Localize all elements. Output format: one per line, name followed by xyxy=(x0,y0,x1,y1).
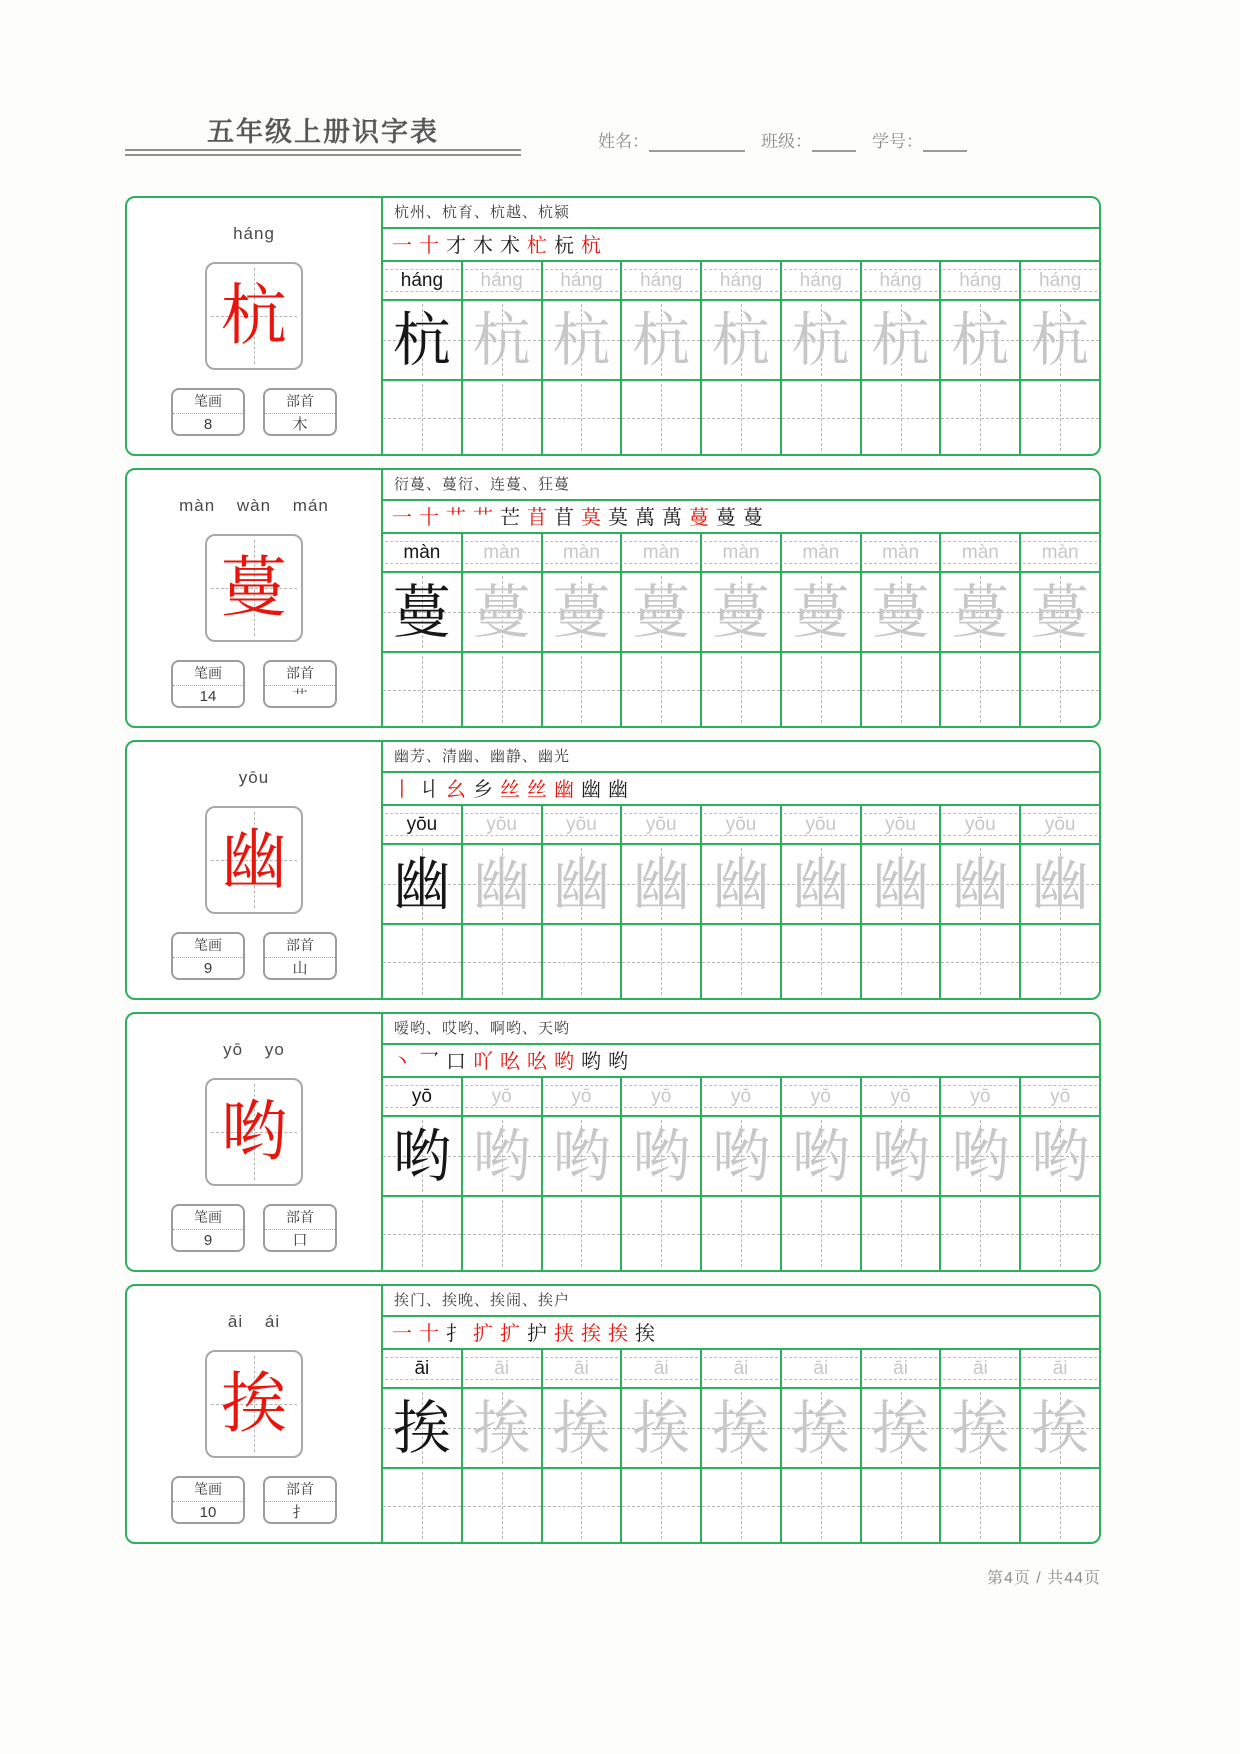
empty-practice-cell xyxy=(1019,1469,1099,1542)
character-display-box xyxy=(205,1078,303,1186)
student-info-fields xyxy=(598,127,1098,152)
stroke-count-box xyxy=(171,388,245,436)
stroke-order-glyph: 杭 xyxy=(581,232,601,257)
pinyin-practice-cell: háng xyxy=(620,262,700,299)
pinyin-practice-cell: háng xyxy=(383,262,461,299)
pinyin-practice-cell: màn xyxy=(541,534,621,571)
char-practice-cell: 哟 xyxy=(620,1117,700,1195)
stroke-order-glyph: 芒 xyxy=(500,504,520,529)
stroke-order-glyph: 一 xyxy=(392,232,412,257)
char-practice-cell: 哟 xyxy=(541,1117,621,1195)
stroke-count-label: 笔画 xyxy=(173,1478,243,1502)
char-practice-cell: 幽 xyxy=(860,845,940,923)
stroke-order-glyph: 扌 xyxy=(446,1320,466,1345)
practice-panel xyxy=(381,1286,1099,1542)
practice-panel xyxy=(381,742,1099,998)
main-character: 幽 xyxy=(221,821,287,898)
empty-practice-row xyxy=(383,1467,1099,1542)
info-boxes xyxy=(127,660,381,708)
empty-practice-cell xyxy=(541,1469,621,1542)
char-practice-cell: 挨 xyxy=(620,1389,700,1467)
pinyin-practice-cell: màn xyxy=(383,534,461,571)
char-practice-cell: 挨 xyxy=(860,1389,940,1467)
page-number: 第4页 / 共44页 xyxy=(986,1570,1101,1587)
empty-practice-cell xyxy=(860,1197,940,1270)
character-info-panel xyxy=(127,1286,381,1542)
char-practice-cell: 杭 xyxy=(860,301,940,379)
stroke-order-glyph: 萬 xyxy=(662,504,682,529)
char-practice-cell: 杭 xyxy=(620,301,700,379)
char-practice-cell: 哟 xyxy=(860,1117,940,1195)
stroke-count-box xyxy=(171,660,245,708)
stroke-order-glyph: 才 xyxy=(446,232,466,257)
radical-value: 山 xyxy=(292,960,308,977)
pinyin-practice-cell: yōu xyxy=(780,806,860,843)
empty-practice-cell xyxy=(860,381,940,454)
info-boxes xyxy=(127,1204,381,1252)
pinyin-practice-cell: yō xyxy=(383,1078,461,1115)
example-words: 幽芳、清幽、幽静、幽光 xyxy=(394,748,571,765)
char-practice-cell: 杭 xyxy=(1019,301,1099,379)
pinyin-practice-cell: āi xyxy=(1019,1350,1099,1387)
character-practice-row xyxy=(383,299,1099,379)
stroke-count-label: 笔画 xyxy=(173,662,243,686)
pinyin-practice-cell: yō xyxy=(1019,1078,1099,1115)
char-practice-cell: 杭 xyxy=(541,301,621,379)
character-info-panel xyxy=(127,742,381,998)
stroke-order-glyph: 丶 xyxy=(392,1048,412,1073)
stroke-order-glyph: 蔓 xyxy=(689,504,709,529)
stroke-order-glyph: 苜 xyxy=(554,504,574,529)
empty-practice-cell xyxy=(620,1469,700,1542)
stroke-count-value: 9 xyxy=(203,960,213,977)
char-practice-cell: 杭 xyxy=(939,301,1019,379)
stroke-count-box xyxy=(171,932,245,980)
pinyin-practice-cell: háng xyxy=(939,262,1019,299)
char-practice-cell: 挨 xyxy=(541,1389,621,1467)
radical-value: 口 xyxy=(292,1232,308,1249)
char-practice-cell: 挨 xyxy=(461,1389,541,1467)
char-practice-cell: 哟 xyxy=(780,1117,860,1195)
stroke-order-glyph: 哟 xyxy=(608,1048,628,1073)
empty-practice-cell xyxy=(700,925,780,998)
stroke-order-row xyxy=(383,227,1099,260)
stroke-order-row xyxy=(383,1315,1099,1348)
char-practice-cell: 幽 xyxy=(700,845,780,923)
empty-practice-cell xyxy=(461,381,541,454)
pinyin-practice-cell: màn xyxy=(860,534,940,571)
radical-label: 部首 xyxy=(265,1478,335,1502)
radical-box xyxy=(263,388,337,436)
pinyin-practice-cell: màn xyxy=(461,534,541,571)
char-practice-cell: 蔓 xyxy=(1019,573,1099,651)
stroke-order-glyph: 十 xyxy=(419,232,439,257)
char-practice-cell: 哟 xyxy=(939,1117,1019,1195)
main-character: 挨 xyxy=(221,1365,287,1442)
empty-practice-cell xyxy=(939,1197,1019,1270)
stroke-order-glyph: 幺 xyxy=(446,776,466,801)
empty-practice-cell xyxy=(700,381,780,454)
stroke-order-row xyxy=(383,1043,1099,1076)
stroke-count-value: 10 xyxy=(199,1504,217,1521)
empty-practice-row xyxy=(383,651,1099,726)
stroke-order-row xyxy=(383,771,1099,804)
char-practice-cell: 蔓 xyxy=(461,573,541,651)
stroke-order-glyph: 吆 xyxy=(500,1048,520,1073)
char-practice-cell: 蔓 xyxy=(780,573,860,651)
stroke-order-glyph: 扩 xyxy=(473,1320,493,1345)
stroke-order-glyph: 丨 xyxy=(392,776,412,801)
empty-practice-cell xyxy=(780,381,860,454)
radical-label: 部首 xyxy=(265,1206,335,1230)
stroke-order-glyph: 一 xyxy=(392,1320,412,1345)
page-title: 五年级上册识字表 xyxy=(207,117,439,147)
empty-practice-cell xyxy=(860,653,940,726)
pinyin-practice-cell: yōu xyxy=(700,806,780,843)
radical-label: 部首 xyxy=(265,662,335,686)
empty-practice-cell xyxy=(860,925,940,998)
stroke-order-glyph: 口 xyxy=(446,1048,466,1073)
main-character: 蔓 xyxy=(221,549,287,626)
character-practice-row xyxy=(383,1115,1099,1195)
char-practice-cell: 幽 xyxy=(383,845,461,923)
pinyin-label: háng xyxy=(233,224,275,243)
pinyin-practice-cell: háng xyxy=(1019,262,1099,299)
empty-practice-cell xyxy=(1019,925,1099,998)
char-practice-cell: 挨 xyxy=(383,1389,461,1467)
pinyin-practice-cell: màn xyxy=(1019,534,1099,571)
empty-practice-cell xyxy=(620,925,700,998)
char-practice-cell: 蔓 xyxy=(541,573,621,651)
pinyin-practice-cell: yō xyxy=(461,1078,541,1115)
pinyin-practice-cell: yō xyxy=(939,1078,1019,1115)
character-block-hang xyxy=(125,196,1101,456)
studentid-field-blank xyxy=(923,135,967,152)
stroke-order-glyph: 蔓 xyxy=(743,504,763,529)
character-display-box xyxy=(205,534,303,642)
pinyin-practice-row xyxy=(383,532,1099,571)
radical-box xyxy=(263,932,337,980)
stroke-order-glyph: 艹 xyxy=(473,504,493,529)
empty-practice-cell xyxy=(383,1197,461,1270)
class-field-blank xyxy=(812,135,856,152)
char-practice-cell: 挨 xyxy=(700,1389,780,1467)
char-practice-cell: 幽 xyxy=(780,845,860,923)
char-practice-cell: 蔓 xyxy=(939,573,1019,651)
pinyin-practice-cell: āi xyxy=(620,1350,700,1387)
pinyin-practice-cell: yōu xyxy=(620,806,700,843)
stroke-order-glyph: 蔓 xyxy=(716,504,736,529)
main-character: 哟 xyxy=(221,1093,287,1170)
main-character: 杭 xyxy=(221,277,287,354)
pinyin-practice-cell: yō xyxy=(860,1078,940,1115)
example-words: 嗳哟、哎哟、啊哟、天哟 xyxy=(394,1020,571,1037)
character-practice-row xyxy=(383,843,1099,923)
stroke-order-glyph: 杬 xyxy=(554,232,574,257)
class-field-label: 班级： xyxy=(761,132,812,151)
pinyin-practice-cell: háng xyxy=(461,262,541,299)
stroke-order-glyph: 乡 xyxy=(473,776,493,801)
pinyin-practice-cell: āi xyxy=(383,1350,461,1387)
pinyin-label: yōu xyxy=(238,768,270,787)
character-block-man xyxy=(125,468,1101,728)
radical-value: 艹 xyxy=(292,688,308,705)
pinyin-practice-cell: āi xyxy=(780,1350,860,1387)
stroke-order-glyph: 挨 xyxy=(608,1320,628,1345)
char-practice-cell: 哟 xyxy=(461,1117,541,1195)
practice-panel xyxy=(381,1014,1099,1270)
stroke-count-label: 笔画 xyxy=(173,390,243,414)
stroke-count-box xyxy=(171,1204,245,1252)
empty-practice-cell xyxy=(700,1197,780,1270)
stroke-order-glyph: 苜 xyxy=(527,504,547,529)
name-field-label: 姓名： xyxy=(598,132,649,151)
pinyin-practice-cell: yō xyxy=(700,1078,780,1115)
pinyin-label: màn wàn mán xyxy=(179,496,329,515)
empty-practice-cell xyxy=(541,925,621,998)
char-practice-cell: 幽 xyxy=(620,845,700,923)
char-practice-cell: 哟 xyxy=(700,1117,780,1195)
pinyin-practice-cell: yō xyxy=(541,1078,621,1115)
empty-practice-cell xyxy=(383,653,461,726)
character-display-box xyxy=(205,806,303,914)
stroke-order-glyph: 挨 xyxy=(581,1320,601,1345)
stroke-order-glyph: 吖 xyxy=(473,1048,493,1073)
stroke-count-box xyxy=(171,1476,245,1524)
pinyin-practice-cell: āi xyxy=(541,1350,621,1387)
stroke-count-label: 笔画 xyxy=(173,1206,243,1230)
empty-practice-cell xyxy=(383,925,461,998)
pinyin-practice-row xyxy=(383,804,1099,843)
empty-practice-row xyxy=(383,1195,1099,1270)
stroke-order-glyph: 扩 xyxy=(500,1320,520,1345)
empty-practice-cell xyxy=(383,1469,461,1542)
empty-practice-cell xyxy=(780,1197,860,1270)
radical-value: 扌 xyxy=(292,1504,308,1521)
empty-practice-cell xyxy=(700,653,780,726)
stroke-order-glyph: 护 xyxy=(527,1320,547,1345)
char-practice-cell: 挨 xyxy=(939,1389,1019,1467)
character-block-you xyxy=(125,740,1101,1000)
character-practice-row xyxy=(383,1387,1099,1467)
pinyin-practice-cell: āi xyxy=(939,1350,1019,1387)
empty-practice-cell xyxy=(461,1469,541,1542)
empty-practice-cell xyxy=(620,653,700,726)
stroke-order-glyph: 莫 xyxy=(581,504,601,529)
empty-practice-cell xyxy=(541,381,621,454)
character-block-ai xyxy=(125,1284,1101,1544)
pinyin-practice-row xyxy=(383,1076,1099,1115)
stroke-order-glyph: 哟 xyxy=(581,1048,601,1073)
char-practice-cell: 幽 xyxy=(1019,845,1099,923)
char-practice-cell: 哟 xyxy=(383,1117,461,1195)
empty-practice-cell xyxy=(860,1469,940,1542)
char-practice-cell: 挨 xyxy=(1019,1389,1099,1467)
stroke-order-glyph: 十 xyxy=(419,1320,439,1345)
empty-practice-cell xyxy=(1019,653,1099,726)
empty-practice-cell xyxy=(780,653,860,726)
stroke-order-glyph: 一 xyxy=(392,504,412,529)
radical-box xyxy=(263,1476,337,1524)
pinyin-practice-cell: āi xyxy=(461,1350,541,1387)
char-practice-cell: 幽 xyxy=(541,845,621,923)
empty-practice-cell xyxy=(1019,381,1099,454)
stroke-order-glyph: 十 xyxy=(419,504,439,529)
empty-practice-cell xyxy=(541,653,621,726)
empty-practice-cell xyxy=(383,381,461,454)
pinyin-practice-row xyxy=(383,260,1099,299)
pinyin-practice-cell: yōu xyxy=(461,806,541,843)
example-words: 杭州、杭育、杭越、杭颍 xyxy=(394,204,571,221)
character-display-box xyxy=(205,262,303,370)
char-practice-cell: 幽 xyxy=(461,845,541,923)
char-practice-cell: 蔓 xyxy=(700,573,780,651)
pinyin-practice-cell: màn xyxy=(700,534,780,571)
stroke-order-row xyxy=(383,499,1099,532)
character-practice-row xyxy=(383,571,1099,651)
char-practice-cell: 杭 xyxy=(461,301,541,379)
pinyin-practice-cell: yōu xyxy=(860,806,940,843)
stroke-order-glyph: 丩 xyxy=(419,776,439,801)
pinyin-practice-cell: yōu xyxy=(939,806,1019,843)
pinyin-practice-cell: háng xyxy=(860,262,940,299)
practice-panel xyxy=(381,470,1099,726)
character-block-yo xyxy=(125,1012,1101,1272)
example-words: 衍蔓、蔓衍、连蔓、狂蔓 xyxy=(394,476,571,493)
empty-practice-cell xyxy=(700,1469,780,1542)
char-practice-cell: 杭 xyxy=(780,301,860,379)
radical-label: 部首 xyxy=(265,934,335,958)
stroke-order-glyph: 萬 xyxy=(635,504,655,529)
stroke-order-glyph: 幽 xyxy=(554,776,574,801)
empty-practice-cell xyxy=(780,925,860,998)
pinyin-practice-cell: āi xyxy=(860,1350,940,1387)
char-practice-cell: 哟 xyxy=(1019,1117,1099,1195)
stroke-order-glyph: 挟 xyxy=(554,1320,574,1345)
stroke-order-glyph: 艹 xyxy=(446,504,466,529)
empty-practice-cell xyxy=(1019,1197,1099,1270)
empty-practice-cell xyxy=(620,1197,700,1270)
pinyin-label: āi ái xyxy=(227,1312,281,1331)
pinyin-practice-row xyxy=(383,1348,1099,1387)
empty-practice-row xyxy=(383,379,1099,454)
title-double-underline xyxy=(125,149,521,156)
radical-value: 木 xyxy=(292,416,308,433)
stroke-order-glyph: 丝 xyxy=(527,776,547,801)
practice-panel xyxy=(381,198,1099,454)
stroke-order-glyph: 吆 xyxy=(527,1048,547,1073)
stroke-order-glyph: 幽 xyxy=(581,776,601,801)
empty-practice-cell xyxy=(939,925,1019,998)
character-info-panel xyxy=(127,1014,381,1270)
stroke-order-glyph: 乛 xyxy=(419,1048,439,1073)
stroke-count-value: 14 xyxy=(199,688,217,705)
pinyin-practice-cell: yōu xyxy=(1019,806,1099,843)
stroke-order-glyph: 木 xyxy=(473,232,493,257)
empty-practice-cell xyxy=(939,1469,1019,1542)
empty-practice-row xyxy=(383,923,1099,998)
stroke-order-glyph: 哟 xyxy=(554,1048,574,1073)
pinyin-practice-cell: yōu xyxy=(541,806,621,843)
empty-practice-cell xyxy=(780,1469,860,1542)
char-practice-cell: 杭 xyxy=(700,301,780,379)
empty-practice-cell xyxy=(939,381,1019,454)
char-practice-cell: 挨 xyxy=(780,1389,860,1467)
pinyin-label: yō yo xyxy=(223,1040,285,1059)
empty-practice-cell xyxy=(461,653,541,726)
stroke-count-value: 8 xyxy=(203,416,213,433)
radical-box xyxy=(263,1204,337,1252)
pinyin-practice-cell: màn xyxy=(939,534,1019,571)
pinyin-practice-cell: yōu xyxy=(383,806,461,843)
pinyin-practice-cell: yō xyxy=(780,1078,860,1115)
pinyin-practice-cell: háng xyxy=(700,262,780,299)
info-boxes xyxy=(127,388,381,436)
char-practice-cell: 蔓 xyxy=(383,573,461,651)
character-display-box xyxy=(205,1350,303,1458)
stroke-count-label: 笔画 xyxy=(173,934,243,958)
char-practice-cell: 幽 xyxy=(939,845,1019,923)
radical-box xyxy=(263,660,337,708)
pinyin-practice-cell: āi xyxy=(700,1350,780,1387)
empty-practice-cell xyxy=(461,925,541,998)
stroke-order-glyph: 丝 xyxy=(500,776,520,801)
pinyin-practice-cell: háng xyxy=(541,262,621,299)
empty-practice-cell xyxy=(939,653,1019,726)
empty-practice-cell xyxy=(620,381,700,454)
pinyin-practice-cell: màn xyxy=(620,534,700,571)
stroke-order-glyph: 幽 xyxy=(608,776,628,801)
empty-practice-cell xyxy=(461,1197,541,1270)
pinyin-practice-cell: yō xyxy=(620,1078,700,1115)
radical-label: 部首 xyxy=(265,390,335,414)
name-field-blank xyxy=(649,135,745,152)
empty-practice-cell xyxy=(541,1197,621,1270)
char-practice-cell: 蔓 xyxy=(620,573,700,651)
stroke-order-glyph: 杧 xyxy=(527,232,547,257)
char-practice-cell: 杭 xyxy=(383,301,461,379)
character-info-panel xyxy=(127,470,381,726)
character-info-panel xyxy=(127,198,381,454)
stroke-order-glyph: 挨 xyxy=(635,1320,655,1345)
pinyin-practice-cell: màn xyxy=(780,534,860,571)
pinyin-practice-cell: háng xyxy=(780,262,860,299)
stroke-order-glyph: 术 xyxy=(500,232,520,257)
char-practice-cell: 蔓 xyxy=(860,573,940,651)
stroke-count-value: 9 xyxy=(203,1232,213,1249)
studentid-field-label: 学号： xyxy=(872,132,923,151)
info-boxes xyxy=(127,932,381,980)
example-words: 挨门、挨晚、挨闹、挨户 xyxy=(394,1292,571,1309)
info-boxes xyxy=(127,1476,381,1524)
stroke-order-glyph: 莫 xyxy=(608,504,628,529)
